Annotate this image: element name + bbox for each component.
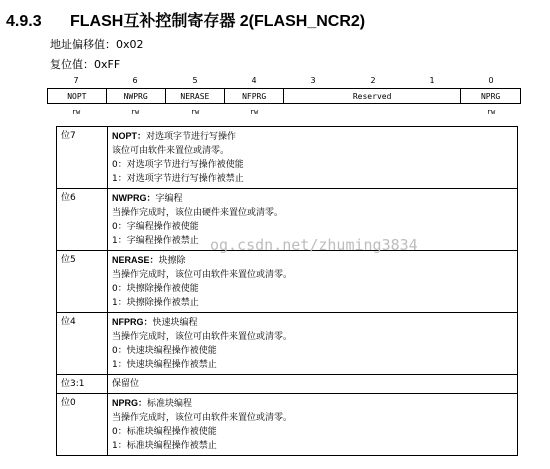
description-line: 当操作完成时，该位由硬件来置位或清零。	[112, 208, 284, 218]
description-line: 当操作完成时，该位可由软件来置位或清零。	[112, 270, 293, 280]
field-name: NWPRG：	[112, 193, 156, 203]
field-name: NPRG：	[112, 398, 148, 408]
description-line: 1：对选项字节进行写操作被禁止	[112, 174, 244, 184]
bit-label: 位5	[57, 251, 108, 313]
table-row	[57, 313, 518, 375]
section-heading	[6, 8, 365, 31]
field-reserved: Reserved	[284, 89, 461, 103]
bit-number-row	[47, 76, 521, 88]
access-type: rw	[190, 108, 200, 116]
watermark: og.csdn.net/zhuming3834	[210, 236, 418, 254]
bit-description	[108, 127, 518, 189]
bit-number: 0	[488, 76, 494, 85]
field-title: 对选项字节进行写操作	[146, 132, 237, 142]
description-line: 1：块擦除操作被禁止	[112, 298, 199, 308]
bit-number: 1	[429, 76, 435, 85]
access-row	[47, 108, 521, 120]
bit-number: 5	[192, 76, 198, 85]
field-nopt: NOPT	[48, 89, 107, 103]
bit-number: 7	[73, 76, 79, 85]
field-title: 快速块编程	[152, 318, 198, 328]
bit-label: 位7	[57, 127, 108, 189]
bit-number: 6	[132, 76, 138, 85]
bit-label: 位3:1	[57, 375, 108, 394]
bit-label: 位0	[57, 394, 108, 456]
reset-value: 复位值：0xFF	[50, 58, 121, 71]
section-number: 4.9.3	[6, 13, 42, 30]
bit-number: 3	[310, 76, 316, 85]
bit-description	[108, 251, 518, 313]
field-nwprg: NWPRG	[107, 89, 166, 103]
table-row	[57, 394, 518, 456]
bit-label: 位6	[57, 189, 108, 251]
description-line: 该位可由软件来置位或清零。	[112, 146, 230, 156]
description-line: 1：字编程操作被禁止	[112, 236, 199, 246]
description-line: 1：标准块编程操作被禁止	[112, 441, 217, 451]
field-title: 标准块编程	[147, 399, 193, 409]
description-line: 0：对选项字节进行写操作被使能	[112, 160, 244, 170]
description-line: 0：标准块编程操作被使能	[112, 427, 217, 437]
access-type: rw	[486, 108, 496, 116]
bit-description	[108, 375, 518, 394]
access-type: rw	[249, 108, 259, 116]
field-title: 保留位	[112, 379, 140, 389]
description-line: 1：快速块编程操作被禁止	[112, 360, 217, 370]
description-line: 当操作完成时，该位可由软件来置位或清零。	[112, 332, 293, 342]
field-nprg: NPRG	[480, 91, 501, 101]
table-row	[57, 251, 518, 313]
bit-number: 2	[370, 76, 376, 85]
field-name: NERASE：	[112, 255, 159, 265]
register-diagram	[47, 88, 521, 104]
description-line: 0：字编程操作被使能	[112, 222, 199, 232]
field-name: NFPRG：	[112, 317, 153, 327]
access-type: rw	[71, 108, 81, 116]
address-offset: 地址偏移值：0x02	[50, 38, 144, 51]
section-title: FLASH互补控制寄存器 2(FLASH_NCR2)	[70, 13, 366, 30]
field-title: 块擦除	[158, 256, 186, 266]
description-line: 0：快速块编程操作被使能	[112, 346, 217, 356]
table-row	[57, 127, 518, 189]
bit-description-table	[56, 126, 518, 456]
description-line: 0：块擦除操作被使能	[112, 284, 199, 294]
field-nfprg: NFPRG	[225, 89, 284, 103]
bit-description	[108, 394, 518, 456]
table-row	[57, 375, 518, 394]
description-line: 当操作完成时，该位可由软件来置位或清零。	[112, 413, 293, 423]
field-nerase: NERASE	[166, 89, 226, 103]
bit-description	[108, 313, 518, 375]
field-title: 字编程	[155, 194, 183, 204]
bit-number: 4	[251, 76, 257, 85]
bit-label: 位4	[57, 313, 108, 375]
field-name: NOPT：	[112, 131, 147, 141]
access-type: rw	[130, 108, 140, 116]
